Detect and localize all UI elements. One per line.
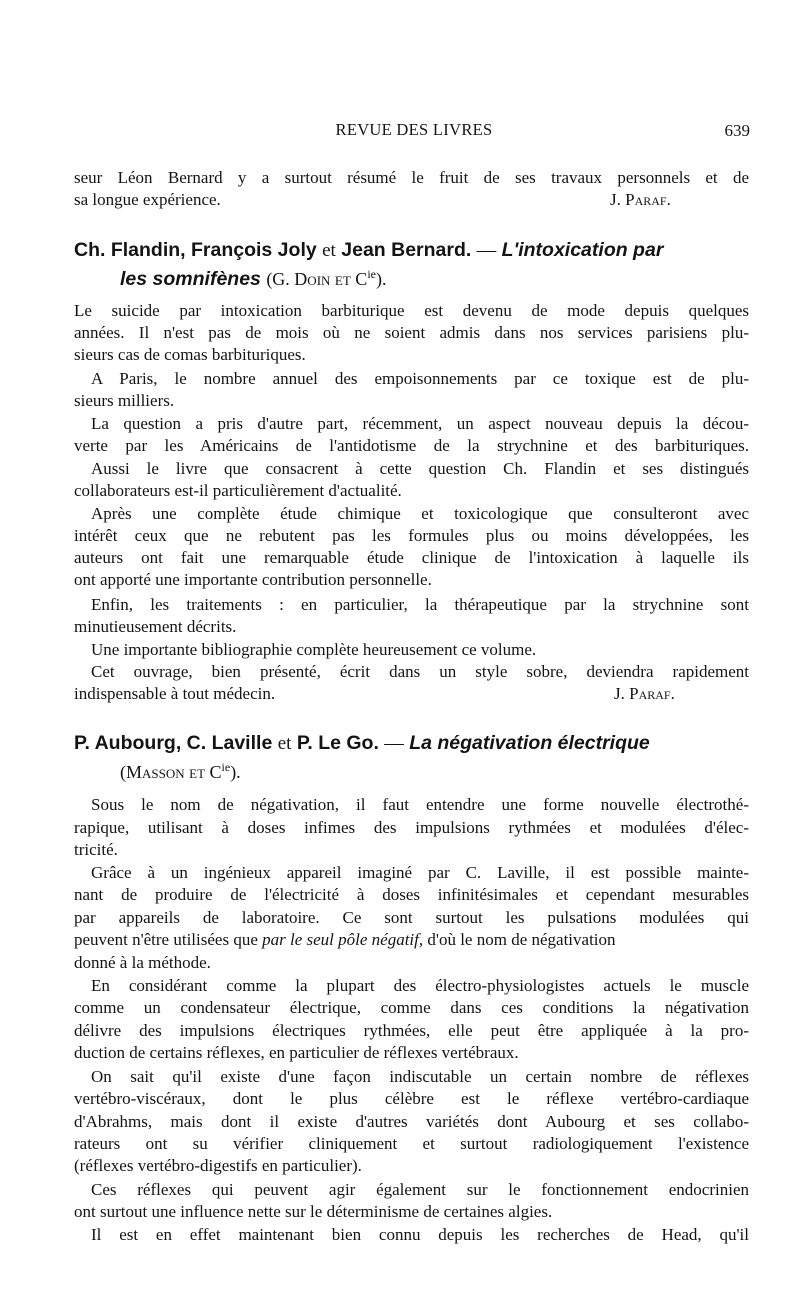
text-line: ont apporté une importante contribution personnelle.	[74, 570, 432, 589]
page-number: 639	[724, 121, 750, 140]
review-authors-conjunction: et	[322, 240, 336, 261]
text-line: intérêt ceux que ne rebutent pas les formules plus ou moins développées, les	[74, 526, 749, 545]
text-segment: peuvent n'être utilisées que	[74, 930, 258, 949]
text-line: ont surtout une influence nette sur le déterminisme de certaines algies.	[74, 1202, 553, 1221]
text-line: indispensable à tout médecin.	[74, 684, 276, 703]
text-line: d'Abrahms, mais dont il existe d'autres variétés dont Aubourg et ses collabo-	[74, 1112, 749, 1131]
publisher-superscript: ie	[367, 267, 376, 281]
text-line: Une importante bibliographie complète heureusement ce volume.	[91, 640, 537, 659]
text-line: Aussi le livre que consacrent à cette question Ch. Flandin et ses distingués	[91, 459, 749, 478]
text-line: sieurs cas de comas barbituriques.	[74, 345, 306, 364]
text-line: En considérant comme la plupart des électro-physiologistes actuels le muscle	[91, 976, 749, 995]
text-line: sa longue expérience.	[74, 190, 221, 209]
text-line: sieurs milliers.	[74, 391, 175, 410]
text-line: verte par les Américains de l'antidotisme de la strychnine et des barbituriques.	[74, 436, 749, 455]
text-line: nant de produire de l'électricité à doses infinitésimales et cependant mesurables	[74, 885, 749, 904]
text-line: On sait qu'il existe d'une façon indiscutable un certain nombre de réflexes	[91, 1067, 749, 1086]
publisher-superscript: ie	[221, 760, 231, 774]
text-line: collaborateurs est-il particulièrement d'actualité.	[74, 481, 402, 500]
text-line: comme un condensateur électrique, comme dans ces conditions la négativation	[74, 998, 749, 1017]
review-authors-conjunction: et	[277, 733, 292, 754]
publisher-close: ).	[375, 269, 387, 289]
review-heading	[74, 731, 754, 756]
text-line: seur Léon Bernard y a surtout résumé le fruit de ses travaux personnels et de	[74, 168, 749, 187]
reviewer-signature: J. Paraf.	[614, 684, 675, 703]
text-line: donné à la méthode.	[74, 953, 211, 972]
text-line: Sous le nom de négativation, il faut entendre une forme nouvelle électrothé-	[91, 795, 749, 814]
text-line: Le suicide par intoxication barbiturique est devenu de mode depuis quelques	[74, 301, 749, 320]
text-segment: d'où le nom de négativation	[427, 930, 616, 949]
page-header	[74, 120, 754, 142]
text-line: duction de certains réflexes, en particulier de réflexes vertébraux.	[74, 1043, 519, 1062]
text-line: A Paris, le nombre annuel des empoisonnements par ce toxique est de plu-	[91, 369, 749, 388]
text-line: auteurs ont fait une remarquable étude clinique de l'intoxication à laquelle ils	[74, 548, 749, 567]
book-title-continuation: les somnifènes	[120, 268, 261, 290]
text-line: (réflexes vertébro-digestifs en particulier).	[74, 1156, 362, 1175]
text-line: par appareils de laboratoire. Ce sont surtout les pulsations modulées qui	[74, 908, 749, 927]
running-title: REVUE DES LIVRES	[335, 120, 493, 139]
text-line: Enfin, les traitements : en particulier, la thérapeutique par la strychnine sont	[91, 595, 749, 614]
heading-dash: —	[476, 240, 497, 261]
text-line: délivre des impulsions électriques rythmées, elle peut être appliquée à la pro-	[74, 1021, 749, 1040]
review-heading-continuation	[120, 262, 386, 291]
text-line: Grâce à un ingénieux appareil imaginé par C. Laville, il est possible mainte-	[91, 863, 749, 882]
text-line: rapique, utilisant à doses infimes des impulsions rythmées et modulées d'élec-	[74, 818, 749, 837]
publisher-close: ).	[230, 762, 241, 782]
reviewer-signature: J. Paraf.	[610, 190, 671, 209]
text-line: tricité.	[74, 840, 118, 859]
review-author-last: P. Le Go.	[296, 732, 379, 754]
text-line: La question a pris d'autre part, récemment, un aspect nouveau depuis la décou-	[91, 414, 749, 433]
text-line	[74, 929, 749, 951]
review-authors: P. Aubourg, C. Laville	[74, 732, 273, 754]
text-line: années. Il n'est pas de mois où ne soient admis dans nos services parisiens plu-	[74, 323, 749, 342]
book-title: La négativation électrique	[409, 732, 650, 754]
publisher	[120, 755, 241, 784]
text-line: minutieusement décrits.	[74, 617, 237, 636]
publisher-name: (G. Doin et C	[266, 269, 368, 289]
heading-dash: —	[384, 733, 404, 754]
review-author-last: Jean Bernard.	[341, 239, 472, 261]
review-heading	[74, 238, 754, 263]
publisher-name: (Masson et C	[120, 762, 222, 782]
text-line: Il est en effet maintenant bien connu depuis les recherches de Head, qu'il	[91, 1225, 749, 1244]
text-line: vertébro-viscéraux, dont le plus célèbre est le réflexe vertébro-cardiaque	[74, 1089, 749, 1108]
italic-phrase: par le seul pôle négatif,	[262, 930, 424, 949]
text-line: Ces réflexes qui peuvent agir également sur le fonctionnement endocrinien	[91, 1180, 749, 1199]
review-authors: Ch. Flandin, François Joly	[74, 239, 317, 261]
text-line: Après une complète étude chimique et toxicologique que consulteront avec	[91, 504, 749, 523]
publisher	[266, 269, 386, 289]
text-line: Cet ouvrage, bien présenté, écrit dans un style sobre, deviendra rapidement	[91, 662, 749, 681]
text-line: rateurs ont su vérifier cliniquement et surtout radiologiquement l'existence	[74, 1134, 749, 1153]
book-title: L'intoxication par	[501, 239, 664, 261]
